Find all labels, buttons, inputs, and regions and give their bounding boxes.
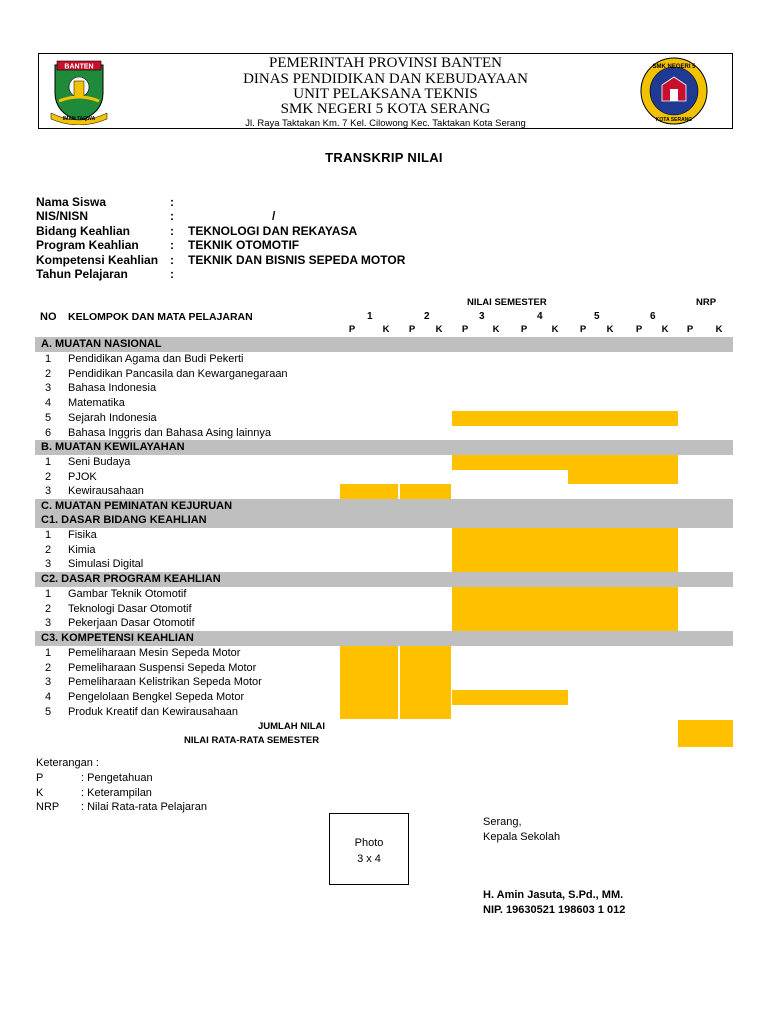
info-label: NIS/NISN bbox=[36, 209, 89, 223]
signature-position: Kepala Sekolah bbox=[483, 831, 561, 843]
info-row bbox=[36, 267, 456, 282]
semester-number: 3 bbox=[479, 311, 485, 322]
subject-name: Seni Budaya bbox=[68, 456, 131, 468]
info-row bbox=[36, 195, 456, 210]
row-number: 4 bbox=[44, 691, 52, 704]
info-row bbox=[36, 253, 456, 268]
info-value: / bbox=[272, 209, 276, 223]
highlight-kwu-sem1 bbox=[340, 484, 398, 499]
subject-name: Simulasi Digital bbox=[68, 558, 144, 571]
info-colon: : bbox=[170, 267, 174, 281]
p-column-header: P bbox=[520, 324, 528, 335]
row-number: 3 bbox=[44, 676, 52, 689]
row-number: 5 bbox=[44, 705, 52, 718]
row-number: 6 bbox=[44, 426, 52, 439]
info-colon: : bbox=[170, 224, 174, 238]
row-number: 1 bbox=[44, 588, 52, 600]
section-a-label: A. MUATAN NASIONAL bbox=[41, 338, 162, 350]
k-column-header: K bbox=[661, 324, 669, 335]
subject-name: Kewirausahaan bbox=[68, 485, 144, 498]
row-number: 5 bbox=[44, 411, 52, 424]
subject-name: Sejarah Indonesia bbox=[68, 411, 157, 424]
total-avg-label: NILAI RATA-RATA SEMESTER bbox=[184, 735, 320, 746]
header-semester-group: NILAI SEMESTER bbox=[467, 297, 547, 308]
p-column-header: P bbox=[348, 324, 356, 335]
row-number: 2 bbox=[44, 367, 52, 380]
section-c1-label: C1. DASAR BIDANG KEAHLIAN bbox=[41, 514, 207, 526]
row-number: 1 bbox=[44, 529, 52, 541]
legend-key: K bbox=[36, 786, 44, 799]
section-c3-bar bbox=[35, 631, 733, 646]
p-column-header: P bbox=[461, 324, 469, 335]
row-number: 1 bbox=[44, 456, 52, 468]
info-label: Tahun Pelajaran bbox=[36, 267, 128, 281]
row-number: 3 bbox=[44, 617, 52, 630]
right-logo-text-top: SMK NEGERI 5 bbox=[652, 64, 696, 70]
info-colon: : bbox=[170, 209, 174, 223]
letterhead bbox=[38, 53, 733, 129]
section-c3-label: C3. KOMPETENSI KEAHLIAN bbox=[41, 632, 194, 644]
highlight-sejarah bbox=[452, 411, 678, 426]
signature-name: H. Amin Jasuta, S.Pd., MM. bbox=[483, 889, 624, 901]
row-number: 2 bbox=[44, 602, 52, 615]
letterhead-address: Jl. Raya Taktakan Km. 7 Kel. Cilowong Kec. Taktakan Kota Serang bbox=[245, 118, 526, 129]
photo-label: Photo bbox=[354, 837, 384, 849]
letterhead-line-3: UNIT PELAKSANA TEKNIS bbox=[293, 86, 478, 102]
row-number: 3 bbox=[44, 558, 52, 571]
highlight-c2 bbox=[452, 587, 678, 631]
signature-place: Serang, bbox=[483, 816, 522, 828]
section-c2-label: C2. DASAR PROGRAM KEAHLIAN bbox=[41, 573, 221, 585]
info-value: TEKNOLOGI DAN REKAYASA bbox=[188, 224, 358, 238]
subject-name: PJOK bbox=[68, 470, 97, 483]
section-b-label: B. MUATAN KEWILAYAHAN bbox=[41, 441, 185, 453]
subject-name: Pemeliharaan Kelistrikan Sepeda Motor bbox=[68, 676, 262, 689]
total-sum-label: JUMLAH NILAI bbox=[258, 721, 326, 732]
info-value: TEKNIK DAN BISNIS SEPEDA MOTOR bbox=[188, 253, 406, 267]
subject-name: Pendidikan Agama dan Budi Pekerti bbox=[68, 353, 244, 365]
k-column-header: K bbox=[715, 324, 723, 335]
k-column-header: K bbox=[551, 324, 559, 335]
section-c-bar bbox=[35, 499, 733, 514]
info-colon: : bbox=[170, 238, 174, 252]
row-number: 1 bbox=[44, 353, 52, 365]
semester-number: 1 bbox=[367, 311, 373, 322]
subject-name: Bahasa Indonesia bbox=[68, 382, 157, 395]
letterhead-line-1: PEMERINTAH PROVINSI BANTEN bbox=[269, 55, 502, 71]
k-column-header: K bbox=[492, 324, 500, 335]
section-c2-bar bbox=[35, 572, 733, 587]
row-number: 4 bbox=[44, 397, 52, 410]
subject-name: Matematika bbox=[68, 397, 125, 410]
highlight-nrp-total bbox=[678, 720, 733, 747]
info-label: Nama Siswa bbox=[36, 195, 107, 209]
k-column-header: K bbox=[382, 324, 390, 335]
highlight-c3-sem1 bbox=[340, 646, 398, 719]
section-a-bar bbox=[35, 337, 733, 352]
section-c1-bar bbox=[35, 513, 733, 528]
info-row bbox=[36, 238, 456, 253]
info-value: TEKNIK OTOMOTIF bbox=[188, 238, 300, 252]
letterhead-line-2: DINAS PENDIDIKAN DAN KEBUDAYAAN bbox=[243, 71, 528, 87]
row-number: 2 bbox=[44, 470, 52, 483]
highlight-kwu-sem2 bbox=[400, 484, 451, 499]
left-logo-text-top: BANTEN bbox=[64, 63, 94, 71]
header-nrp: NRP bbox=[696, 297, 717, 308]
legend-desc: : Pengetahuan bbox=[81, 772, 153, 784]
highlight-seni-budaya bbox=[452, 455, 678, 470]
info-row bbox=[36, 224, 456, 239]
k-column-header: K bbox=[606, 324, 614, 335]
header-subject: KELOMPOK DAN MATA PELAJARAN bbox=[68, 311, 253, 323]
section-b-bar bbox=[35, 440, 733, 455]
signature-nip: NIP. 19630521 198603 1 012 bbox=[483, 904, 626, 916]
highlight-pjok bbox=[568, 470, 678, 484]
legend-title: Keterangan : bbox=[36, 757, 99, 769]
subject-name: Bahasa Inggris dan Bahasa Asing lainnya bbox=[68, 426, 272, 439]
photo-placeholder bbox=[329, 813, 409, 885]
subject-name: Produk Kreatif dan Kewirausahaan bbox=[68, 705, 238, 718]
right-logo-text-bottom: KOTA SERANG bbox=[655, 117, 693, 123]
legend-desc: : Keterampilan bbox=[81, 786, 152, 799]
legend-key: P bbox=[36, 772, 44, 784]
highlight-c3-sem2 bbox=[400, 646, 451, 719]
info-label: Bidang Keahlian bbox=[36, 224, 131, 238]
subject-name: Kimia bbox=[68, 543, 96, 556]
page-title: TRANSKRIP NILAI bbox=[325, 150, 443, 165]
row-number: 2 bbox=[44, 543, 52, 556]
p-column-header: P bbox=[686, 324, 694, 335]
legend-key: NRP bbox=[36, 801, 60, 813]
photo-size: 3 x 4 bbox=[357, 853, 381, 865]
smk-negeri-seal-icon bbox=[637, 55, 711, 127]
semester-number: 5 bbox=[594, 311, 600, 322]
info-label: Program Keahlian bbox=[36, 238, 139, 252]
row-number: 3 bbox=[44, 382, 52, 395]
highlight-c1 bbox=[452, 528, 678, 572]
row-number: 3 bbox=[44, 485, 52, 498]
header-no: NO bbox=[40, 311, 57, 323]
left-logo-text-bottom: IMAN TAQWA bbox=[62, 116, 96, 122]
subject-name: Pekerjaan Dasar Otomotif bbox=[68, 617, 195, 630]
info-colon: : bbox=[170, 195, 174, 209]
row-number: 2 bbox=[44, 661, 52, 674]
semester-number: 6 bbox=[650, 311, 656, 322]
subject-name: Pemeliharaan Suspensi Sepeda Motor bbox=[68, 661, 257, 674]
highlight-bengkel bbox=[452, 690, 568, 705]
subject-name: Pengelolaan Bengkel Sepeda Motor bbox=[68, 691, 245, 704]
p-column-header: P bbox=[579, 324, 587, 335]
k-column-header: K bbox=[435, 324, 443, 335]
letterhead-line-4: SMK NEGERI 5 KOTA SERANG bbox=[280, 101, 491, 117]
info-colon: : bbox=[170, 253, 174, 267]
p-column-header: P bbox=[635, 324, 643, 335]
row-number: 1 bbox=[44, 647, 52, 659]
subject-name: Fisika bbox=[68, 529, 97, 541]
semester-number: 2 bbox=[424, 311, 430, 322]
subject-name: Pemeliharaan Mesin Sepeda Motor bbox=[68, 647, 241, 659]
semester-number: 4 bbox=[537, 311, 543, 322]
subject-name: Pendidikan Pancasila dan Kewarganegaraan bbox=[68, 367, 288, 380]
info-row bbox=[36, 209, 456, 224]
p-column-header: P bbox=[408, 324, 416, 335]
info-label: Kompetensi Keahlian bbox=[36, 253, 159, 267]
subject-name: Teknologi Dasar Otomotif bbox=[68, 602, 192, 615]
legend-desc: : Nilai Rata-rata Pelajaran bbox=[81, 801, 207, 813]
subject-name: Gambar Teknik Otomotif bbox=[68, 588, 187, 600]
section-c-label: C. MUATAN PEMINATAN KEJURUAN bbox=[41, 500, 233, 512]
